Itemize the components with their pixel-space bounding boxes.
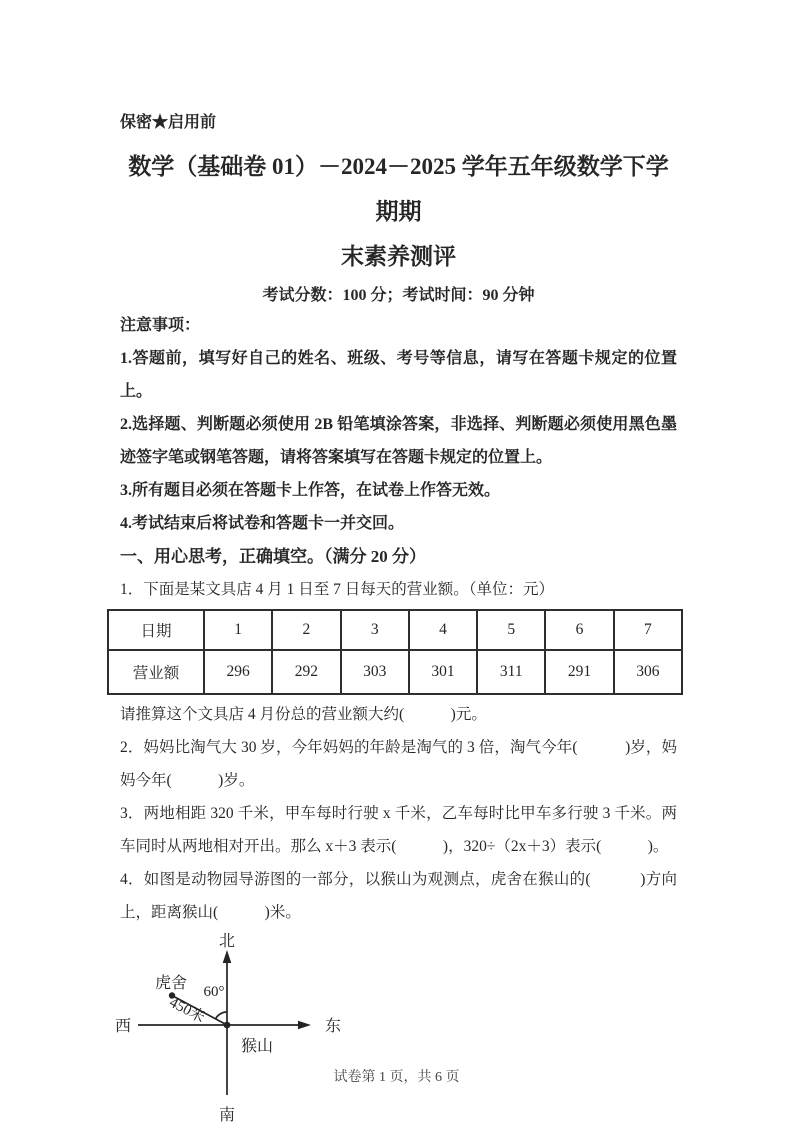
direction-diagram-svg	[105, 930, 405, 1130]
sales-table-value-cell: 292	[272, 650, 340, 694]
exam-title	[120, 144, 677, 279]
north-label: 北	[218, 933, 236, 950]
sales-table-value-cell: 291	[545, 650, 613, 694]
sales-table-date-cell: 5	[477, 610, 545, 650]
south-label: 南	[218, 1107, 236, 1124]
west-label: 西	[114, 1018, 132, 1035]
sales-table-date-row	[108, 610, 682, 650]
page-footer: 试卷第 1 页，共 6 页	[333, 1070, 460, 1085]
note-item-3: 3.所有题目必须在答题卡上作答，在试卷上作答无效。	[120, 482, 501, 499]
sales-table	[107, 609, 683, 695]
sales-table-date-cell: 1	[204, 610, 272, 650]
sales-table-value-cell: 301	[409, 650, 477, 694]
security-label: 保密★启用前	[120, 114, 217, 131]
angle-label: 60°	[203, 984, 225, 1000]
question-2-text: 2．妈妈比淘气大 30 岁，今年妈妈的年龄是淘气的 3 倍，淘气今年( )岁，妈妈今年( )岁。	[120, 739, 677, 789]
sales-table-date-cell: 6	[545, 610, 613, 650]
east-label: 东	[324, 1018, 342, 1035]
question-1-followup: 请推算这个文具店 4 月份总的营业额大约( )元。	[120, 706, 487, 723]
q4-direction-diagram	[105, 930, 677, 1132]
sales-table-value-cell: 306	[614, 650, 682, 694]
distance-label: 450米	[166, 994, 208, 1027]
east-arrowhead-icon	[298, 1021, 311, 1030]
note-item-4: 4.考试结束后将试卷和答题卡一并交回。	[120, 515, 405, 532]
sales-table-date-label: 日期	[108, 610, 204, 650]
question-3-text: 3．两地相距 320 千米，甲车每时行驶 x 千米，乙车每时比甲车多行驶 3 千米。两车同时从两地相对开出。那么 x＋3 表示( )，320÷（2x＋3）表示( )。	[120, 805, 677, 855]
note-item-1: 1.答题前，填写好自己的姓名、班级、考号等信息，请写在答题卡规定的位置上。	[120, 350, 677, 400]
sales-table-date-cell: 2	[272, 610, 340, 650]
note-item-2: 2.选择题、判断题必须使用 2B 铅笔填涂答案，非选择、判断题必须使用黑色墨迹签字笔或钢笔答题，请将答案填写在答题卡规定的位置上。	[120, 416, 677, 466]
section-1-heading: 一、用心思考，正确填空。（满分 20 分）	[120, 547, 426, 566]
exam-title-line2: 末素养测评	[341, 244, 456, 269]
question-4-text: 4．如图是动物园导游图的一部分，以猴山为观测点，虎舍在猴山的( )方向上，距离猴山( )米。	[120, 871, 677, 921]
sales-table-date-cell: 4	[409, 610, 477, 650]
monkey-hill-dot	[224, 1022, 231, 1029]
angle-arc	[216, 1012, 228, 1019]
sales-table-value-cell: 303	[341, 650, 409, 694]
sales-table-date-cell: 7	[614, 610, 682, 650]
tiger-house-label: 虎舍	[154, 975, 188, 992]
sales-table-value-row	[108, 650, 682, 694]
monkey-hill-label: 猴山	[241, 1038, 274, 1055]
sales-table-value-cell: 311	[477, 650, 545, 694]
exam-info: 考试分数：100 分；考试时间：90 分钟	[262, 287, 535, 304]
sales-table-value-label: 营业额	[108, 650, 204, 694]
sales-table-value-cell: 296	[204, 650, 272, 694]
sales-table-date-cell: 3	[341, 610, 409, 650]
notes-heading: 注意事项：	[120, 317, 201, 334]
question-1-text: 1．下面是某文具店 4 月 1 日至 7 日每天的营业额。（单位：元）	[120, 581, 555, 598]
north-arrowhead-icon	[223, 950, 232, 963]
exam-title-line1: 数学（基础卷 01）－2024－2025 学年五年级数学下学期期	[128, 154, 669, 224]
